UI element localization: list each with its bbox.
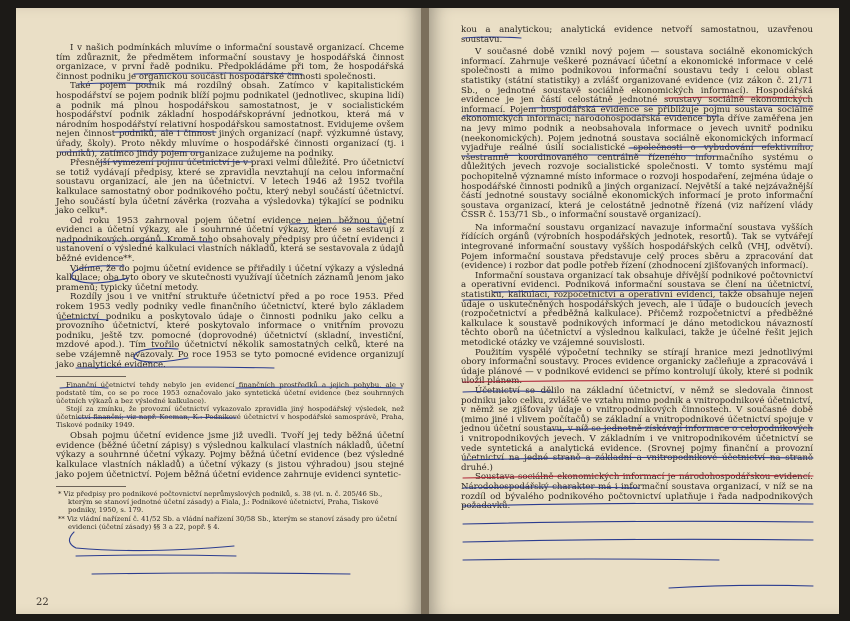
right-paragraph: V současné době vznikl nový pojem — soustava sociálně ekonomických informací. Zahrnuje veškeré poznávací účetní a ekonomické informace v celé společnosti a mimo podnikovou informační soustavu tedy i celou oblast statistiky (státní statistiky) a zvlášť organizované evidence (viz zákon č. 21/71 Sb., o jednotné soustavě sociálně ekonomických informací). Hospodářská evidence je jen částí celostátně jednotné soustavy sociálně ekonomických informací. Pojem hospodářská evidence se přibližuje pojmu soustava sociálně ekonomických informací; národohospodářská evidence byla dříve zaměřena jen na jevy mimo podnik a neobsahovala informace o jevech uvnitř podniku (neekonomických). Pojem jednotná soustava sociálně ekonomických informací vyjadřuje reálné úsilí socialistické společnosti o vybudování efektivního, všestranně koordinovaného centrálně řízeného informačního systému o důležitých jevech rozvoje socialistické společnosti. V tomto systému mají pochopitelně významné místo informace o rozvoji hospodaření, zejména údaje o hospodářské činnosti podniků a jiných organizací. Největší a také nejzávažnější částí jednotné soustavy sociálně ekonomických informací je proto informační soustava organizací, která je celostátně jednotně řízená (viz nařízení vlády ČSSR č. 153/71 Sb., o informační soustavě organizací). [461, 47, 813, 221]
pen-underline [76, 555, 236, 556]
right-paragraph: Soustava sociálně ekonomických informací je národohospodářskou evidencí. Národohospodářský charakter má i informační soustava organizací, v níž se na rozdíl od bývalého podnikového počtovnictví uplatňuje i řada nadpodnikových požadavků. [461, 472, 813, 512]
right-paragraph: Použitím vyspělé výpočetní techniky se stírají hranice mezi jednotlivými obory informační soustavy. Proces evidence organicky začleňuje a zpracovává i údaje plánové — v podnikové evidenci se přímo kontrolují úkoly, které si podnik uložil plánem. [461, 347, 813, 387]
pen-underline [669, 585, 813, 588]
left-paragraph: Vidíme, že do pojmu účetní evidence se přiřadily i účetní výkazy a výsledná kalkulace; oba tyto obory ve skutečnosti využívají účetních záznamů jenom jako pramenů; typicky účetní metody. [56, 263, 404, 293]
left-paragraph: I v našich podmínkách mluvíme o informační soustavě organizací. Chceme tím zdůraznit, že předmětem informační soustavy je hospodářská činnost organizace, v první řadě podniku. Předpokládáme při tom, že hospodářská činnost podniku je organickou součástí hospodářské činnosti společnosti. [56, 43, 404, 82]
right-paragraph: Informační soustava organizací tak obsahuje dřívější podnikové počtovnictví a operativní evidenci. Podniková informační soustava se člení na účetnictví, statistiku, kalkulaci, rozpočetnictví a operativní evidenci, takže obsahuje nejen údaje o uskutečněných hospodářských jevech, ale i údaje o budoucích jevech (rozpočetnictví a předběžná kalkulace). Přičemž rozpočetnictví a předběžné kalkulace k soustavě podnikových informací je dáno metodickou návazností těchto oborů na účetnictví a výslednou kalkulaci, takže je účelné řešit jejich metodické otázky ve vzájemné souvislosti. [461, 270, 813, 348]
footnote: Finanční účetnictví tehdy nebylo jen evidencí finančních prostředků a jejich pohybu, ale v podstatě tím, co se po roce 1953 označovalo jako syntetická účetní evidence (bez souhrnných účetních výkazů a bez výsledné kalkulace). [56, 381, 404, 406]
pen-underline [463, 539, 813, 542]
right-paragraph: Na informační soustavu organizací navazuje informační soustava vyšších řídících orgánů (výrobních hospodářských jednotek, resortů). Tak se vytvářejí integrované informační soustavy vyšších hospodářských celků (VHJ, odvětví). Pojem informační soustava představuje celý proces sběru a zpracování dat (evidence) i rozbor dat podle potřeb řízení (zhodnocení zjišťovaných informací). [461, 222, 813, 272]
pen-underline [463, 521, 813, 524]
pen-underline [463, 559, 719, 560]
right-paragraph: Účetnictví se dělilo na základní účetnictví, v němž se sledovala činnost podniku jako celku, zvláště ve vztahu mimo podnik a vnitropodnikové účetnictví, v němž se zjišťovaly údaje o vnitropodnikových činnostech. V současné době (mimo jiné i vlivem počítačů) se základní a vnitropodnikové účetnictví spojuje v jednou účetní soustavu, v níž se jednotně získávají informace o celopodnikových i vnitropodnikových jevech. V základním i ve vnitropodnikovém účetnictví se vede syntetická a analytická evidence. (Srovnej pojmy finanční a provozní účetnictví na jedné straně a základní a vnitropodnikové účetnictví na straně druhé.) [461, 385, 813, 473]
left-page [16, 8, 421, 614]
left-paragraph: Rozdíly jsou i ve vnitřní struktuře účetnictví před a po roce 1953. Před rokem 1953 vedly podniky vedle finančního účetnictví, které bylo základem účetnictví podniku a poskytovalo údaje o činnosti podniku jako celku a provozního účetnictví, které poskytovalo informace o vnitřním provozu podniku, ještě tzv. pomocné (doprovodné) účetnictví (skladní, investiční, mzdové apod.). Tím tvořilo účetnictví několik samostatných celků, které na sebe vzájemně navazovaly. Po roce 1953 se tyto pomocné evidence organizují jako analytické evidence. [56, 292, 404, 370]
footnote: Stojí za zmínku, že provozní účetnictví vykazovalo zpravidla jiný hospodářský výsledek, než účetnictví finanční; viz např. Koeman, K.: Podnikové účetnictví v hospodářské samosprávě, Praha, Tiskové podniky 1949. [56, 405, 404, 430]
pen-circle [69, 532, 234, 551]
left-text-column [56, 44, 404, 533]
page-number: 22 [36, 597, 49, 608]
left-paragraph: Přesnější vymezení pojmu účetnictví je v praxi velmi důležité. Pro účetnictví se totiž vydávají předpisy, které se zpravidla nevztahují na celou informační soustavu organizací, ale jen na účetnictví. V letech 1946 až 1952 tvořila kalkulace samostatný obor podnikového počtu, který nebyl součástí účetnictví. Jeho součástí byla účetní závěrka (rozvaha a výsledovka) týkající se podniku jako celku*. [56, 158, 404, 217]
pen-underline [92, 573, 350, 574]
left-paragraph: Také pojem podnik má rozdílný obsah. Zatímco v kapitalistickém hospodářství se pojem podnik blíží pojmu podnikatel (jednotlivec, skupina lidí) a podnik má plnou hospodářskou samostatnost, je v socialistickém hospodářství podnik základní hospodářskoprávní jednotkou, která má v národním hospodářství relativní hospodářskou samostatnost. Evidujeme ovšem nejen činnost podniků, ale i činnost jiných organizací (např. výzkumné ústavy, úřady, školy). Proto někdy mluvíme o hospodářské činnosti organizací (tj. i podniků), zatímco jindy pojem organizace zužujeme na podniky. [56, 81, 404, 159]
right-paragraph: kou a analytickou; analytická evidence netvoří samostatnou, uzavřenou soustavu. [461, 25, 813, 45]
footnote-divider [56, 376, 126, 377]
left-paragraph: Obsah pojmu účetní evidence jsme již uvedli. Tvoří jej tedy běžná účetní evidence (běžné účetní zápisy) s výslednou kalkulací vlastních nákladů, účetní výkazy a souhrnné účetní výkazy. Pojmy běžná účetní evidence (bez výsledné kalkulace vlastních nákladů) a účetní výkazy (s jistou výhradou) jsou stejné jako pojem účetnictví. Pojem běžná účetní evidence zahrnuje evidenci syntetic- [56, 431, 404, 480]
book-gutter [421, 8, 429, 614]
right-page [429, 8, 839, 614]
left-paragraph: Od roku 1953 zahrnoval pojem účetní evidence nejen běžnou účetní evidenci a účetní výkazy, ale i souhrnné účetní výkazy, které se sestavují z nadpodnikových orgánů. Kromě toho obsahovaly předpisy pro účetní evidenci i ustanovení o výsledné kalkulaci vlastních nákladů, která se sestavovala z údajů běžné evidence**. [56, 215, 404, 265]
reference-note: ** Viz vládní nařízení č. 41/52 Sb. a vládní nařízení 30/58 Sb., kterým se stanoví zásady pro účetní evidenci (účetní zásady) §§ 3 a 22, popř. § 4. [58, 514, 397, 531]
right-text-column [461, 26, 813, 512]
reference-divider [56, 486, 126, 487]
reference-note: * Viz předpisy pro podnikové počtovnictví neprůmyslových podniků, s. 38 (vl. n. č. 205/46 Sb., kterým se stanoví jednotné účetní zásady) a Fiala, J.: Podnikové účetnictví, Praha, Tiskové podniky, 1950, s. 179. [58, 490, 383, 514]
